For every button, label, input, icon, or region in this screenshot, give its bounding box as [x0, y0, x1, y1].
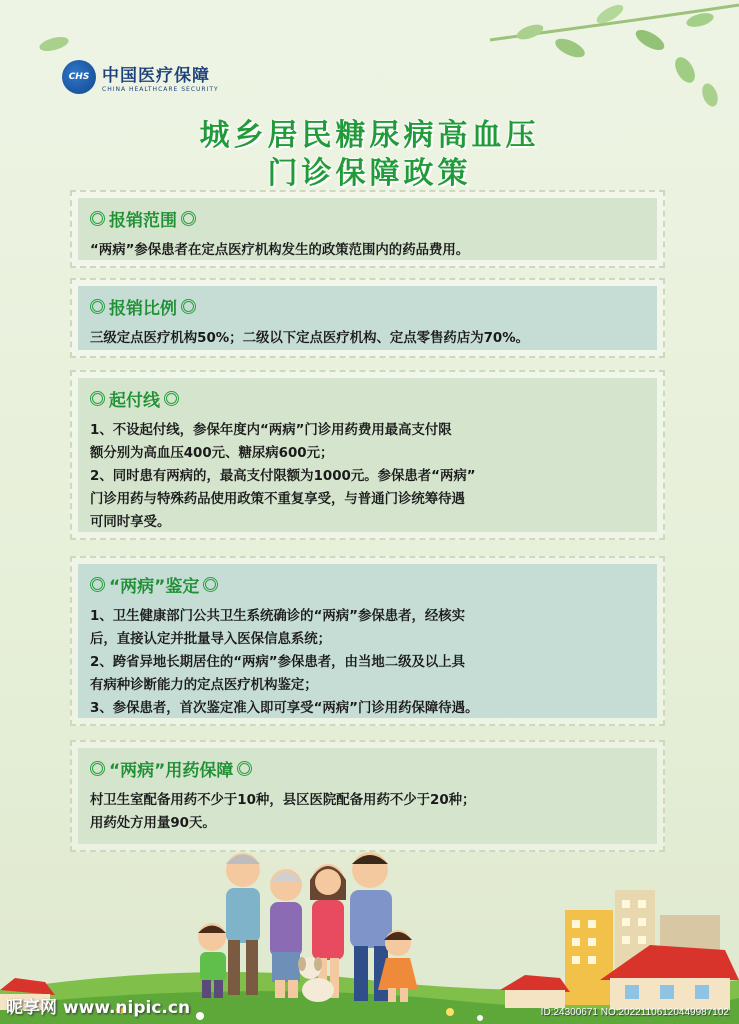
- ring-bullet-icon: [237, 761, 252, 776]
- section-reimbursement-scope: [70, 190, 665, 268]
- section-text-line: 额分别为高血压400元、糖尿病600元；: [90, 446, 334, 461]
- ring-bullet-icon: [90, 391, 105, 406]
- section-heading: 报销比例: [90, 294, 645, 319]
- section-text-line: “两病”参保患者在定点医疗机构发生的政策范围内的药品费用。: [90, 243, 470, 258]
- image-id-text: ID:24300671 NO:20221106120449987102: [540, 1007, 729, 1018]
- watermark-text: 昵享网 www.nipic.cn: [6, 998, 191, 1018]
- ring-bullet-icon: [90, 299, 105, 314]
- section-reimbursement-ratio: [70, 278, 665, 358]
- ring-bullet-icon: [181, 299, 196, 314]
- section-heading: “两病”用药保障: [90, 756, 645, 781]
- ring-bullet-icon: [90, 761, 105, 776]
- leaf-decoration-left: [36, 34, 76, 54]
- section-text-line: 用药处方用量90天。: [90, 816, 216, 831]
- section-text-line: 可同时享受。: [90, 515, 171, 530]
- logo-name-en: CHINA HEALTHCARE SECURITY: [102, 86, 219, 93]
- section-text-line: 2、跨省异地长期居住的“两病”参保患者，由当地二级及以上具: [90, 655, 466, 670]
- section-text-line: 后，直接认定并批量导入医保信息系统；: [90, 632, 332, 647]
- ring-bullet-icon: [181, 211, 196, 226]
- page-title-line-2: 门诊保障政策: [267, 156, 472, 191]
- ring-bullet-icon: [164, 391, 179, 406]
- section-text-line: 2、同时患有两病的，最高支付限额为1000元。参保患者“两病”: [90, 469, 476, 484]
- ring-bullet-icon: [90, 211, 105, 226]
- section-heading: “两病”鉴定: [90, 572, 645, 597]
- ring-bullet-icon: [203, 577, 218, 592]
- section-heading: 报销范围: [90, 206, 645, 231]
- section-medication-guarantee: [70, 740, 665, 852]
- leaf-branch-decoration: [470, 0, 739, 120]
- china-healthcare-security-logo: [62, 60, 219, 94]
- section-text-line: 1、不设起付线，参保年度内“两病”门诊用药费用最高支付限: [90, 423, 452, 438]
- section-text-line: 3、参保患者，首次鉴定准入即可享受“两病”门诊用药保障待遇。: [90, 701, 479, 716]
- section-heading: 起付线: [90, 386, 645, 411]
- section-text-line: 1、卫生健康部门公共卫生系统确诊的“两病”参保患者，经核实: [90, 609, 466, 624]
- logo-name-cn: 中国医疗保障: [102, 66, 210, 86]
- section-text-line: 门诊用药与特殊药品使用政策不重复享受，与普通门诊统筹待遇: [90, 492, 465, 507]
- section-deductible: [70, 370, 665, 540]
- section-two-diseases-identification: [70, 556, 665, 726]
- section-text-line: 村卫生室配备用药不少于10种，县区医院配备用药不少于20种；: [90, 793, 476, 808]
- ring-bullet-icon: [90, 577, 105, 592]
- section-text-line: 有病种诊断能力的定点医疗机构鉴定；: [90, 678, 318, 693]
- section-text-line: 三级定点医疗机构50%；二级以下定点医疗机构、定点零售药店为70%。: [90, 331, 530, 346]
- page-title-line-1: 城乡居民糖尿病高血压: [199, 118, 540, 153]
- chs-badge-icon: CHS: [62, 60, 96, 94]
